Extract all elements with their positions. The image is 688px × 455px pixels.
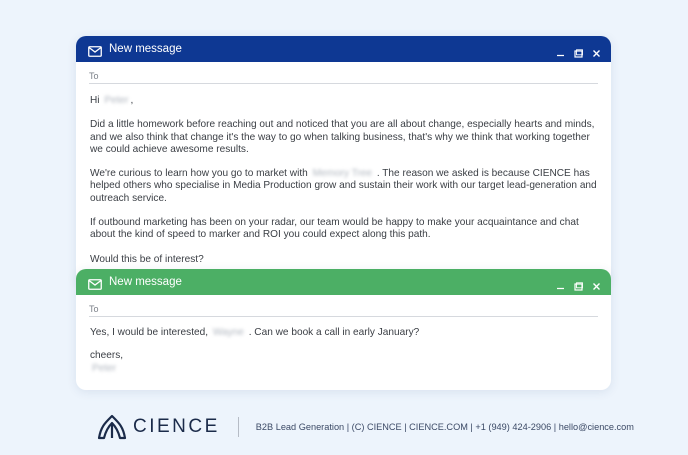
window-title: New message <box>109 276 182 288</box>
paragraph-4: Would this be of interest? <box>90 253 204 265</box>
reply-line: Yes, I would be interested, Wayne . Can we book a call in early January? <box>90 327 420 338</box>
envelope-icon <box>88 277 102 288</box>
envelope-icon <box>88 44 102 55</box>
compose-window-outbound <box>76 36 611 284</box>
footer-info: B2B Lead Generation | (C) CIENCE | CIENCE.COM | +1 (949) 424-2906 | hello@cience.com <box>255 422 634 432</box>
footer <box>97 413 634 441</box>
window-titlebar <box>76 36 611 62</box>
cience-logo-icon <box>97 414 127 440</box>
compose-window-reply <box>76 269 611 390</box>
paragraph-3: If outbound marketing has been on your radar, our team would be happy to make your acquaintance and chat about the kind of speed to marker and ROI you could expect along this path. <box>90 217 579 241</box>
minimize-icon[interactable] <box>556 278 565 287</box>
message-body[interactable] <box>76 327 611 375</box>
to-field[interactable] <box>89 304 598 317</box>
paragraph-1: Did a little homework before reaching out and noticed that you are all about change, especially hearts and minds, and we also think that change it's the way to go when talking business, that's why we think that working together we could achieve awesome results. <box>90 119 595 155</box>
to-label: To <box>89 304 99 314</box>
paragraph-2: We're curious to learn how you go to market with Memory Tree . The reason we asked is because CIENCE has helped others who specialise in Media Production grow and sustain their work with our target lead-generation and outreach service. <box>90 168 597 204</box>
greeting: Hi Peter , <box>90 95 134 106</box>
signature <box>90 363 597 375</box>
window-titlebar <box>76 269 611 295</box>
close-icon[interactable] <box>592 278 601 287</box>
message-body[interactable] <box>76 95 611 266</box>
redacted-signature: Peter <box>92 362 117 374</box>
window-title: New message <box>109 43 182 55</box>
redacted-name: Wayne <box>212 327 244 338</box>
signoff: cheers, <box>90 350 124 362</box>
to-label: To <box>89 71 99 81</box>
close-icon[interactable] <box>592 45 601 54</box>
minimize-icon[interactable] <box>556 45 565 54</box>
maximize-icon[interactable] <box>574 278 583 287</box>
redacted-company: Memory Tree <box>312 168 373 180</box>
to-field[interactable] <box>89 71 598 84</box>
logo-text: CIENCE <box>133 416 220 437</box>
redacted-name: Peter <box>104 95 129 106</box>
footer-divider <box>238 417 239 437</box>
maximize-icon[interactable] <box>574 45 583 54</box>
